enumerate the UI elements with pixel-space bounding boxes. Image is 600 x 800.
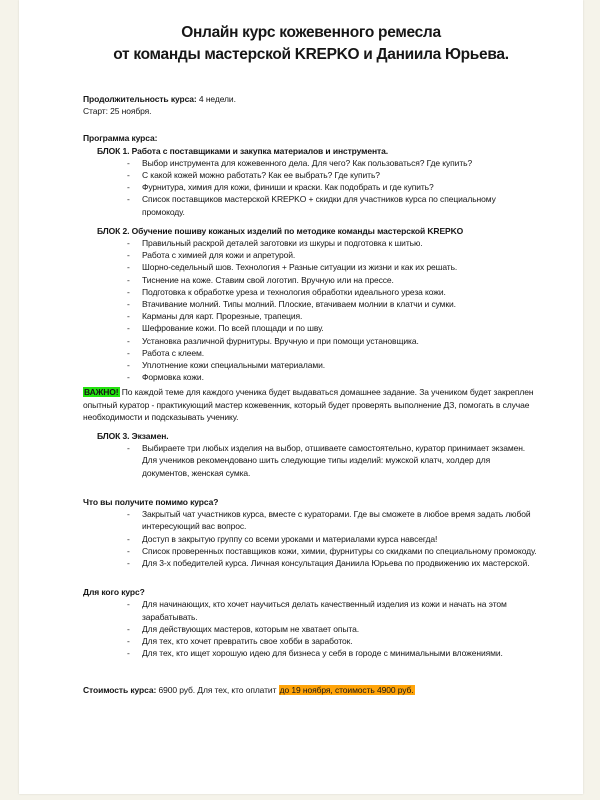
price-text: 6900 руб. Для тех, кто оплатит [156,685,279,696]
list-item: - Для 3-х победителей курса. Личная консультация Даниила Юрьева по продвижению их мастерской. [83,557,539,569]
list-item: - Закрытый чат участников курса, вместе с кураторами. Где вы сможете в любое время задать любой интересующий вас вопрос. [83,508,539,532]
important-label: ВАЖНО! [84,387,119,398]
duration-label: Продолжительность курса: [83,94,197,104]
benefits-heading: Что вы получите помимо курса? [83,496,219,507]
list-item: - Доступ в закрытую группу со всеми уроками и материалами курса навсегда! [83,533,539,545]
list-item: - Выбираете три любых изделия на выбор, отшиваете самостоятельно, куратор принимает экзамен. Для учеников рекомендовано шить следующие типы изделий: мужской клатч, холдер для документов, женская сумка. [83,442,539,479]
price-label: Стоимость курса: [83,685,157,696]
important-note [83,386,539,423]
list-item: - Работа с химией для кожи и апретурой. [83,249,539,261]
list-item: - Список проверенных поставщиков кожи, химии, фурнитуры со скидками по специальному промокоду. [83,545,539,557]
block1-list [83,157,539,218]
block2-title: БЛОК 2. Обучение пошиву кожаных изделий по методике команды мастерской KREPKO [97,225,464,236]
list-item: - Втачивание молний. Типы молний. Плоские, втачиваем молнии в клатчи и сумки. [83,298,539,310]
list-item: - Шефрование кожи. По всей площади и по шву. [83,322,539,334]
block1-title: БЛОК 1. Работа с поставщиками и закупка материалов и инструмента. [97,145,388,156]
duration-line [83,93,539,105]
list-item: - Подготовка к обработке уреза и технология обработки идеального уреза кожи. [83,286,539,298]
block3-title: БЛОК 3. Экзамен. [97,431,169,442]
block2-list [83,237,539,383]
list-item: - Фурнитура, химия для кожи, финиши и краски. Как подобрать и где купить? [83,181,539,193]
duration-value: 4 недели. [196,94,236,104]
list-item: - С какой кожей можно работать? Как ее выбрать? Где купить? [83,169,539,181]
list-item: - Работа с клеем. [83,347,539,359]
list-item: - Шорно-седельный шов. Технология + Разные ситуации из жизни и как их решать. [83,261,539,273]
price-highlight: до 19 ноября, стоимость 4900 руб. [279,685,414,696]
document-page [19,0,583,794]
block3-list [83,442,539,479]
intro-section [83,93,539,117]
page-content [19,0,583,697]
list-item: - Установка различной фурнитуры. Вручную и при помощи установщика. [83,335,539,347]
title-line-2: от команды мастерской KREPKO и Даниила Юрьева. [113,46,509,63]
program-heading: Программа курса: [83,133,158,144]
price-line [83,684,539,696]
list-item: - Для тех, кто хочет превратить свое хобби в заработок. [83,635,539,647]
list-item: - Для начинающих, кто хочет научиться делать качественный изделия из кожи и начать на этом зарабатывать. [83,598,539,622]
list-item: - Для действующих мастеров, которым не хватает опыта. [83,623,539,635]
page-title [83,22,539,66]
benefits-list [83,508,539,569]
audience-list [83,598,539,659]
audience-heading: Для кого курс? [83,587,145,598]
list-item: - Тиснение на коже. Ставим свой логотип. Вручную или на прессе. [83,274,539,286]
list-item: - Правильный раскрой деталей заготовки из шкуры и подготовка к шитью. [83,237,539,249]
important-text: По каждой теме для каждого ученика будет выдаваться домашнее задание. За учеником будет закреплен опытный куратор - практикующий мастер кожевенник, который будет проверять выполнение ДЗ, помогать в случае необходимости и подсказывать ученику. [83,387,534,422]
list-item: - Формовка кожи. [83,371,539,383]
list-item: - Для тех, кто ищет хорошую идею для бизнеса у себя в городе с минимальными вложениями. [83,647,539,659]
title-line-1: Онлайн курс кожевенного ремесла [181,24,441,41]
list-item: - Уплотнение кожи специальными материалами. [83,359,539,371]
start-line: Старт: 25 ноября. [83,106,152,117]
list-item: - Карманы для карт. Прорезные, трапеция. [83,310,539,322]
list-item: - Список поставщиков мастерской KREPKO + скидки для участников курса по специальному промокоду. [83,193,539,217]
list-item: - Выбор инструмента для кожевенного дела. Для чего? Как пользоваться? Где купить? [83,157,539,169]
